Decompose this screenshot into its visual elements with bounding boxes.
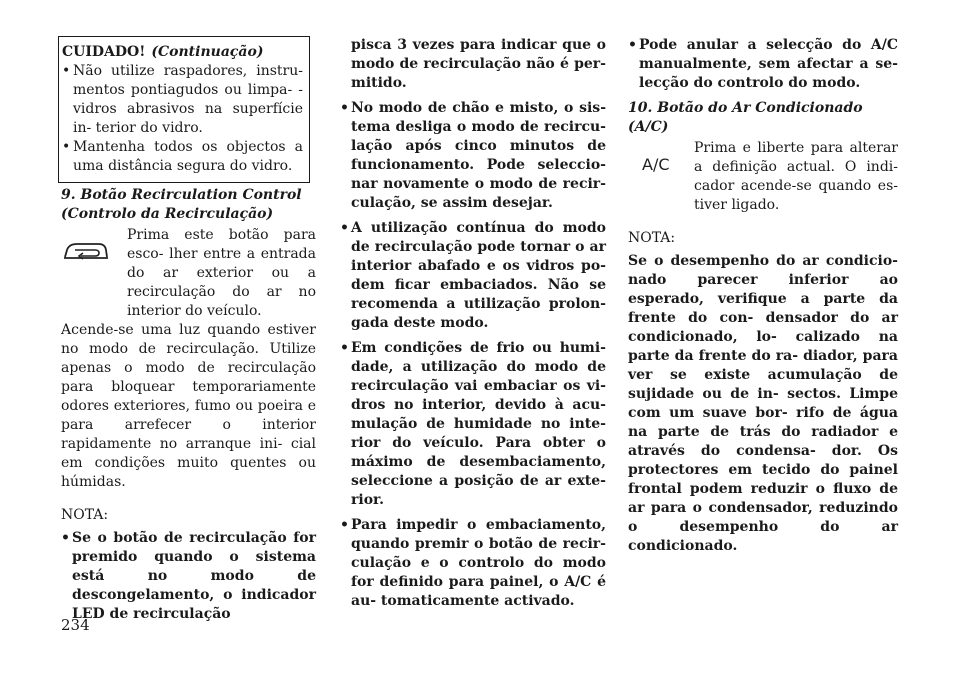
caution-title	[62, 43, 303, 62]
caution-item: • Não utilize raspadores, instru- mentos pontiagudos ou limpa- -vidros abrasivos na superfície in- terior do vidro.	[62, 62, 303, 138]
column-right	[628, 36, 898, 556]
nota-label: NOTA:	[628, 230, 676, 246]
recirculation-body: Acende-se uma luz quando estiver no modo de recirculação. Utilize apenas o modo de recirculação para bloquear temporariamente odores exteriores, fumo ou poeira e para arrefecer o interior rapidamente no arranque ini- cial em condições muito quentes ou húmidas.	[61, 322, 316, 490]
caution-label: CUIDADO!	[62, 44, 146, 60]
ac-description	[628, 139, 898, 215]
ac-icon-text: Prima e liberte para alterar a definição actual. O indi- cador acende-se quando es- tiver ligado.	[694, 140, 898, 213]
caution-item: • Mantenha todos os objectos a uma distância segura do vidro.	[62, 138, 303, 176]
nota-item: • No modo de chão e misto, o sis- tema desliga o modo de recircu- lação após cinco minutos de funcionamento. Pode seleccio- nar novamente o modo de recir- culação, se assim desejar.	[340, 99, 606, 213]
nota-continuation: pisca 3 vezes para indicar que o modo de recirculação não é per- mitido.	[351, 37, 606, 91]
caution-continuation: (Continuação)	[151, 44, 264, 60]
recirculation-description	[61, 226, 316, 321]
nota-list-continued	[340, 99, 606, 611]
column-middle	[340, 36, 606, 617]
nota-body: Se o desempenho do ar condicio- nado parecer inferior ao esperado, verifique a parte da frente do con- densador do ar condicionado, lo- calizado na parte da frente do ra- diador, para ver se existe acumulação de sujidade ou de in- sectos. Limpe com um suave bor- rifo de água na parte de trás do radiador e através do condensa- dor. Os protectores em tecido do painel frontal podem reduzir o fluxo de ar para o condensador, reduzindo o desempenho do ar condicionado.	[628, 253, 898, 554]
section-heading-recirculation: 9. Botão Recirculation Control (Controlo da Recirculação)	[61, 187, 302, 222]
nota-list-end	[628, 36, 898, 93]
recirculation-icon-text: Prima este botão para esco- lher entre a entrada do ar exterior ou a recirculação do ar no interior do veículo.	[127, 227, 316, 319]
ac-icon-label: A/C	[642, 155, 670, 174]
nota-item: • Em condições de frio ou humi- dade, a utilização do modo de recirculação vai embaciar os vi- dros no interior, devido à acu- mulação de humidade no inte- rior do veículo. Para obter o máximo de desembaciamento, seleccione a posição de ar exte- rior.	[340, 339, 606, 510]
recirculation-icon	[61, 226, 127, 321]
ac-icon	[628, 139, 694, 215]
nota-item: • Se o botão de recirculação for premido quando o sistema está no modo de descongelamento, o indicador LED de recirculação	[61, 529, 316, 624]
nota-list	[61, 529, 316, 624]
nota-item: • Para impedir o embaciamento, quando premir o botão de recir- culação e o controlo do modo for definido para painel, o A/C é au- tomaticamente activado.	[340, 516, 606, 611]
nota-item: • Pode anular a selecção do A/C manualmente, sem afectar a se- lecção do controlo do modo.	[628, 36, 898, 93]
nota-label: NOTA:	[61, 507, 109, 523]
caution-box	[58, 36, 310, 183]
section-heading-ac: 10. Botão do Ar Condicionado (A/C)	[628, 100, 863, 135]
caution-list	[62, 62, 303, 176]
page-number: 234	[61, 616, 90, 634]
nota-item: • A utilização contínua do modo de recirculação pode tornar o ar interior abafado e os vidros po- dem ficar embaciados. Não se recomenda a utilização prolon- gada deste modo.	[340, 219, 606, 333]
column-left	[61, 36, 316, 624]
